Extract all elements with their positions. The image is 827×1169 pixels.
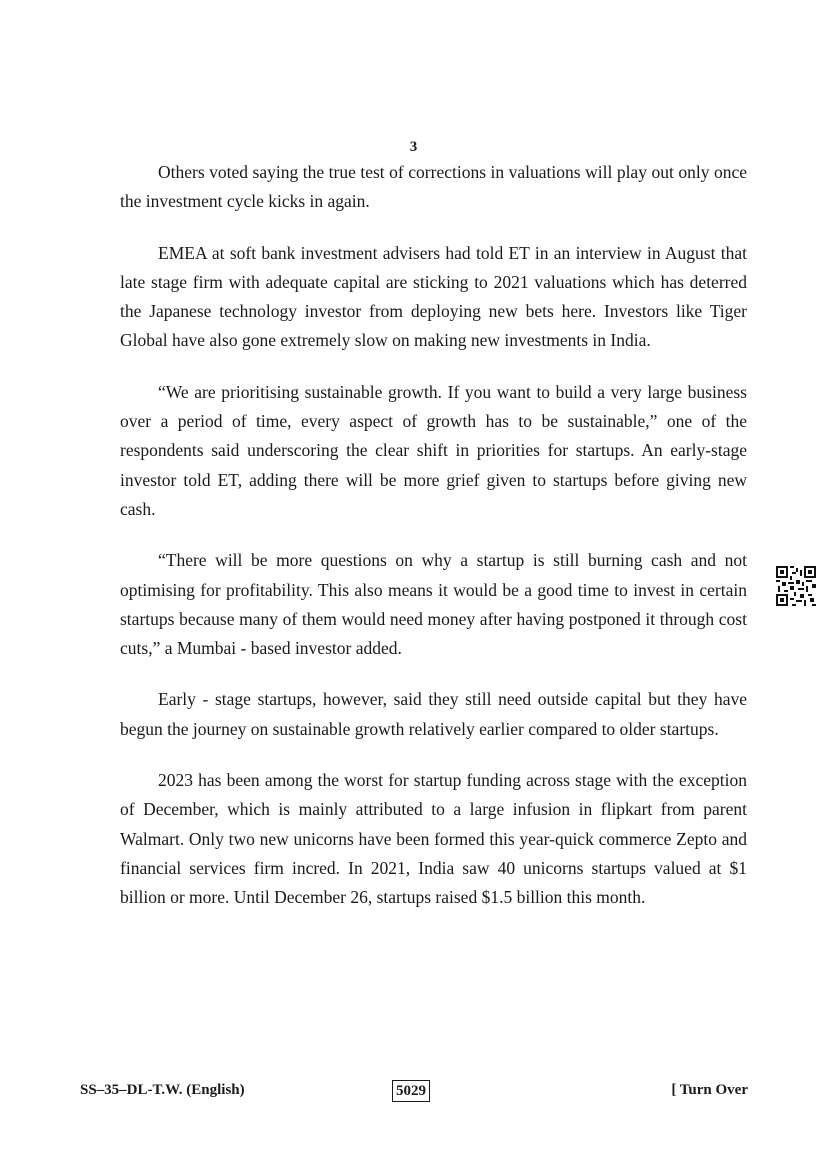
paragraph-4: “There will be more questions on why a startup is still burning cash and not optimising for profitability. This also means it would be a good time to invest in certain startups because many of them would need money after having postponed it through cost cuts,” a Mumbai - based investor added. <box>120 550 747 659</box>
paper-code: SS–35–DL-T.W. (English) <box>80 1082 245 1098</box>
page-footer <box>0 1080 827 1104</box>
qr-code-icon <box>776 566 816 606</box>
turn-over-label: [ Turn Over <box>671 1082 748 1098</box>
paragraph-2: EMEA at soft bank investment advisers had told ET in an interview in August that late stage firm with adequate capital are sticking to 2021 valuations which has deterred the Japanese technology investor from deploying new bets here. Investors like Tiger Global have also gone extremely slow on making new investments in India. <box>120 242 747 351</box>
page-number: 3 <box>409 139 418 155</box>
booklet-number: 5029 <box>392 1080 430 1102</box>
paragraph-6: 2023 has been among the worst for startup funding across stage with the exception of December, which is mainly attributed to a large infusion in flipkart from parent Walmart. Only two new unicorns have been formed this year-quick commerce Zepto and financial services firm incred. In 2021, India saw 40 unicorns startups valued at $1 billion or more. Until December 26, startups raised $1.5 billion this month. <box>120 770 747 908</box>
paragraph-3: “We are prioritising sustainable growth. If you want to build a very large business over a period of time, every aspect of growth has to be sustainable,” one of the respondents said underscoring the clear shift in priorities for startups. An early-stage investor told ET, adding there will be more grief given to startups before giving new cash. <box>120 381 747 519</box>
document-body <box>120 158 747 935</box>
paragraph-1: Others voted saying the true test of corrections in valuations will play out only once the investment cycle kicks in again. <box>120 162 747 212</box>
paragraph-5: Early - stage startups, however, said they still need outside capital but they have begun the journey on sustainable growth relatively earlier compared to older startups. <box>120 689 747 739</box>
